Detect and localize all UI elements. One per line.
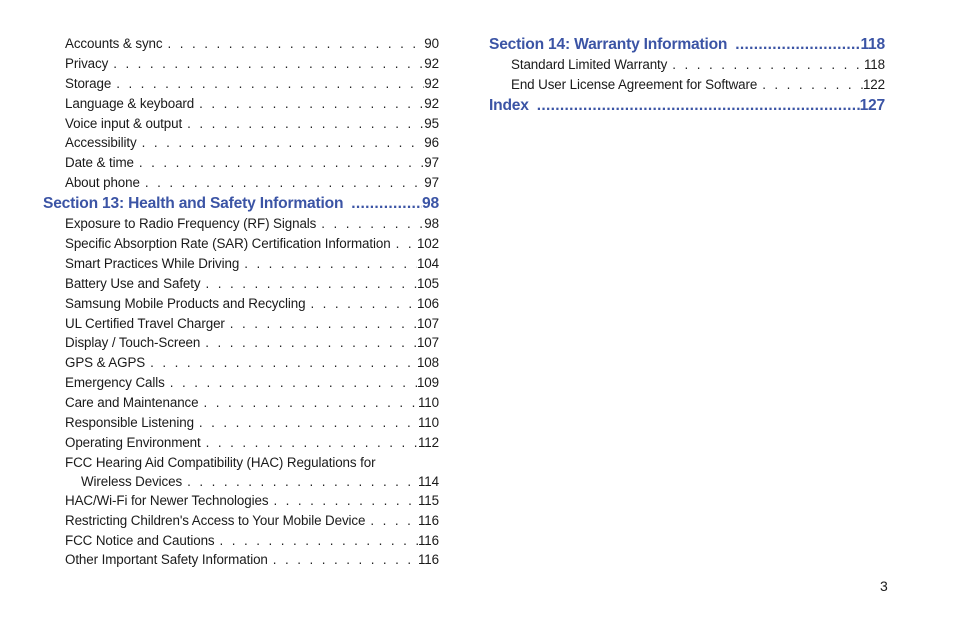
toc-dot-leader xyxy=(727,34,860,55)
toc-section-title: Section 14: Warranty Information xyxy=(489,36,728,53)
toc-index-page: 127 xyxy=(859,96,885,114)
toc-dot-leader xyxy=(391,234,417,254)
toc-entry-page: 122 xyxy=(862,76,885,92)
toc-entry-title: Exposure to Radio Frequency (RF) Signals xyxy=(65,216,317,232)
toc-dot-leader xyxy=(198,393,417,413)
toc-entry[interactable] xyxy=(43,114,439,134)
toc-entry-page: 107 xyxy=(416,335,439,351)
toc-entry-title: End User License Agreement for Software xyxy=(511,76,758,92)
toc-entry-page: 104 xyxy=(416,255,439,271)
toc-entry[interactable] xyxy=(43,531,439,551)
toc-entry-title: Smart Practices While Driving xyxy=(65,255,240,271)
toc-entry[interactable] xyxy=(43,373,439,393)
toc-entry-page: 97 xyxy=(424,175,439,191)
toc-dot-leader xyxy=(343,193,422,214)
toc-dot-leader xyxy=(194,94,424,114)
toc-entry-page: 95 xyxy=(424,115,439,131)
toc-entry-hac[interactable] xyxy=(43,453,439,491)
toc-dot-leader xyxy=(225,314,417,334)
toc-dot-leader xyxy=(201,274,417,294)
toc-entry[interactable] xyxy=(43,74,439,94)
toc-entry-title: Date & time xyxy=(65,155,134,171)
toc-entry-line2 xyxy=(65,472,439,491)
toc-entry[interactable] xyxy=(43,294,439,314)
toc-entry[interactable] xyxy=(43,133,439,153)
toc-entry-title: About phone xyxy=(65,175,140,191)
toc-dot-leader xyxy=(529,95,860,116)
toc-entry-title: Standard Limited Warranty xyxy=(511,57,668,72)
toc-entry-page: 115 xyxy=(417,492,439,508)
toc-entry-title: GPS & AGPS xyxy=(65,355,146,371)
toc-entry-page: 90 xyxy=(424,36,439,51)
toc-entry-page: 102 xyxy=(416,236,439,252)
toc-index[interactable] xyxy=(489,95,885,116)
toc-entry-page: 110 xyxy=(417,415,439,431)
toc-entry-title-line1: FCC Hearing Aid Compatibility (HAC) Regulations for xyxy=(65,454,376,470)
toc-entry[interactable] xyxy=(43,393,439,413)
toc-section-14[interactable] xyxy=(489,34,885,55)
toc-entry-title: FCC Notice and Cautions xyxy=(65,532,215,548)
toc-entry[interactable] xyxy=(43,491,439,511)
toc-dot-leader xyxy=(108,54,424,74)
toc-entry[interactable] xyxy=(43,413,439,433)
toc-entry-title: Accessibility xyxy=(65,135,137,151)
toc-entry[interactable] xyxy=(43,333,439,353)
toc-entry-title: Storage xyxy=(65,75,112,91)
toc-section-page: 118 xyxy=(860,36,885,53)
toc-dot-leader xyxy=(667,55,864,75)
toc-entry-page: 106 xyxy=(416,295,439,311)
toc-dot-leader xyxy=(140,173,424,193)
toc-entry[interactable] xyxy=(43,550,439,570)
toc-group-settings xyxy=(43,34,439,193)
toc-dot-leader xyxy=(200,333,417,353)
toc-entry[interactable] xyxy=(43,94,439,114)
toc-entry-page: 108 xyxy=(416,355,439,371)
toc-entry-page: 92 xyxy=(424,75,439,91)
toc-entry-title: Specific Absorption Rate (SAR) Certification Information xyxy=(65,236,391,252)
toc-dot-leader xyxy=(182,114,424,134)
toc-entry-page: 116 xyxy=(417,512,439,528)
toc-entry-page: 114 xyxy=(417,473,439,489)
toc-dot-leader xyxy=(239,254,417,274)
toc-entry-page: 116 xyxy=(417,532,439,548)
toc-dot-leader xyxy=(365,511,418,531)
toc-entry-title: Display / Touch-Screen xyxy=(65,335,201,351)
toc-dot-leader xyxy=(145,353,417,373)
toc-entry-title: Battery Use and Safety xyxy=(65,275,201,291)
toc-entry-title-line2: Wireless Devices xyxy=(81,473,183,489)
toc-entry-page: 109 xyxy=(416,375,439,391)
toc-entry-page: 97 xyxy=(424,155,439,171)
toc-section-page: 98 xyxy=(422,195,439,213)
toc-entry-title: Language & keyboard xyxy=(65,95,195,111)
toc-group-section-14 xyxy=(489,55,885,95)
toc-right-column xyxy=(489,34,885,116)
toc-dot-leader xyxy=(215,531,418,551)
toc-entry[interactable] xyxy=(43,234,439,254)
toc-entry-title: Operating Environment xyxy=(65,434,201,450)
toc-entry[interactable] xyxy=(43,254,439,274)
toc-group-section-13 xyxy=(43,214,439,453)
toc-dot-leader xyxy=(165,373,417,393)
toc-dot-leader xyxy=(134,153,424,173)
toc-index-title: Index xyxy=(489,96,529,114)
toc-entry[interactable] xyxy=(43,314,439,334)
toc-dot-leader xyxy=(163,34,425,54)
toc-dot-leader xyxy=(137,133,425,153)
toc-entry[interactable] xyxy=(43,214,439,234)
toc-entry-page: 107 xyxy=(416,315,439,331)
toc-entry[interactable] xyxy=(489,75,885,95)
toc-entry-page: 92 xyxy=(424,95,439,111)
toc-entry-title: Emergency Calls xyxy=(65,375,165,391)
toc-entry-page: 116 xyxy=(417,552,439,568)
page-number: 3 xyxy=(880,578,888,594)
toc-entry-title: Accounts & sync xyxy=(65,36,163,51)
toc-entry-page: 92 xyxy=(424,55,439,71)
toc-group-section-13-tail xyxy=(43,491,439,571)
toc-entry[interactable] xyxy=(43,34,439,54)
toc-entry[interactable] xyxy=(43,153,439,173)
toc-entry-title: Samsung Mobile Products and Recycling xyxy=(65,295,306,311)
toc-entry[interactable] xyxy=(43,274,439,294)
toc-entry[interactable] xyxy=(43,511,439,531)
toc-entry-page: 118 xyxy=(863,57,885,72)
toc-entry-page: 110 xyxy=(417,395,439,411)
toc-dot-leader xyxy=(268,491,418,511)
toc-left-column xyxy=(43,34,439,570)
toc-entry[interactable] xyxy=(43,433,439,453)
toc-dot-leader xyxy=(305,294,417,314)
toc-section-13[interactable] xyxy=(43,193,439,214)
toc-entry-title: Privacy xyxy=(65,55,109,71)
toc-entry[interactable] xyxy=(43,54,439,74)
toc-entry-title: Voice input & output xyxy=(65,115,183,131)
toc-entry[interactable] xyxy=(43,353,439,373)
toc-entry[interactable] xyxy=(43,173,439,193)
toc-dot-leader xyxy=(316,214,424,234)
toc-entry-title: Care and Maintenance xyxy=(65,395,199,411)
toc-dot-leader xyxy=(268,550,418,570)
toc-entry-page: 98 xyxy=(424,216,439,232)
toc-dot-leader xyxy=(757,75,863,95)
toc-section-title: Section 13: Health and Safety Information xyxy=(43,195,344,213)
toc-entry-title: Responsible Listening xyxy=(65,415,194,431)
toc-entry-title: Restricting Children's Access to Your Mobile Device xyxy=(65,512,366,528)
toc-entry-page: 96 xyxy=(424,135,439,151)
toc-dot-leader xyxy=(201,433,418,453)
toc-entry-title: Other Important Safety Information xyxy=(65,552,268,568)
toc-dot-leader xyxy=(182,472,418,491)
toc-entry-title: HAC/Wi-Fi for Newer Technologies xyxy=(65,492,269,508)
toc-entry-page: 105 xyxy=(416,275,439,291)
toc-entry-page: 112 xyxy=(417,434,439,450)
toc-entry-title: UL Certified Travel Charger xyxy=(65,315,225,331)
toc-entry[interactable] xyxy=(489,55,885,75)
toc-dot-leader xyxy=(194,413,418,433)
toc-dot-leader xyxy=(111,74,424,94)
